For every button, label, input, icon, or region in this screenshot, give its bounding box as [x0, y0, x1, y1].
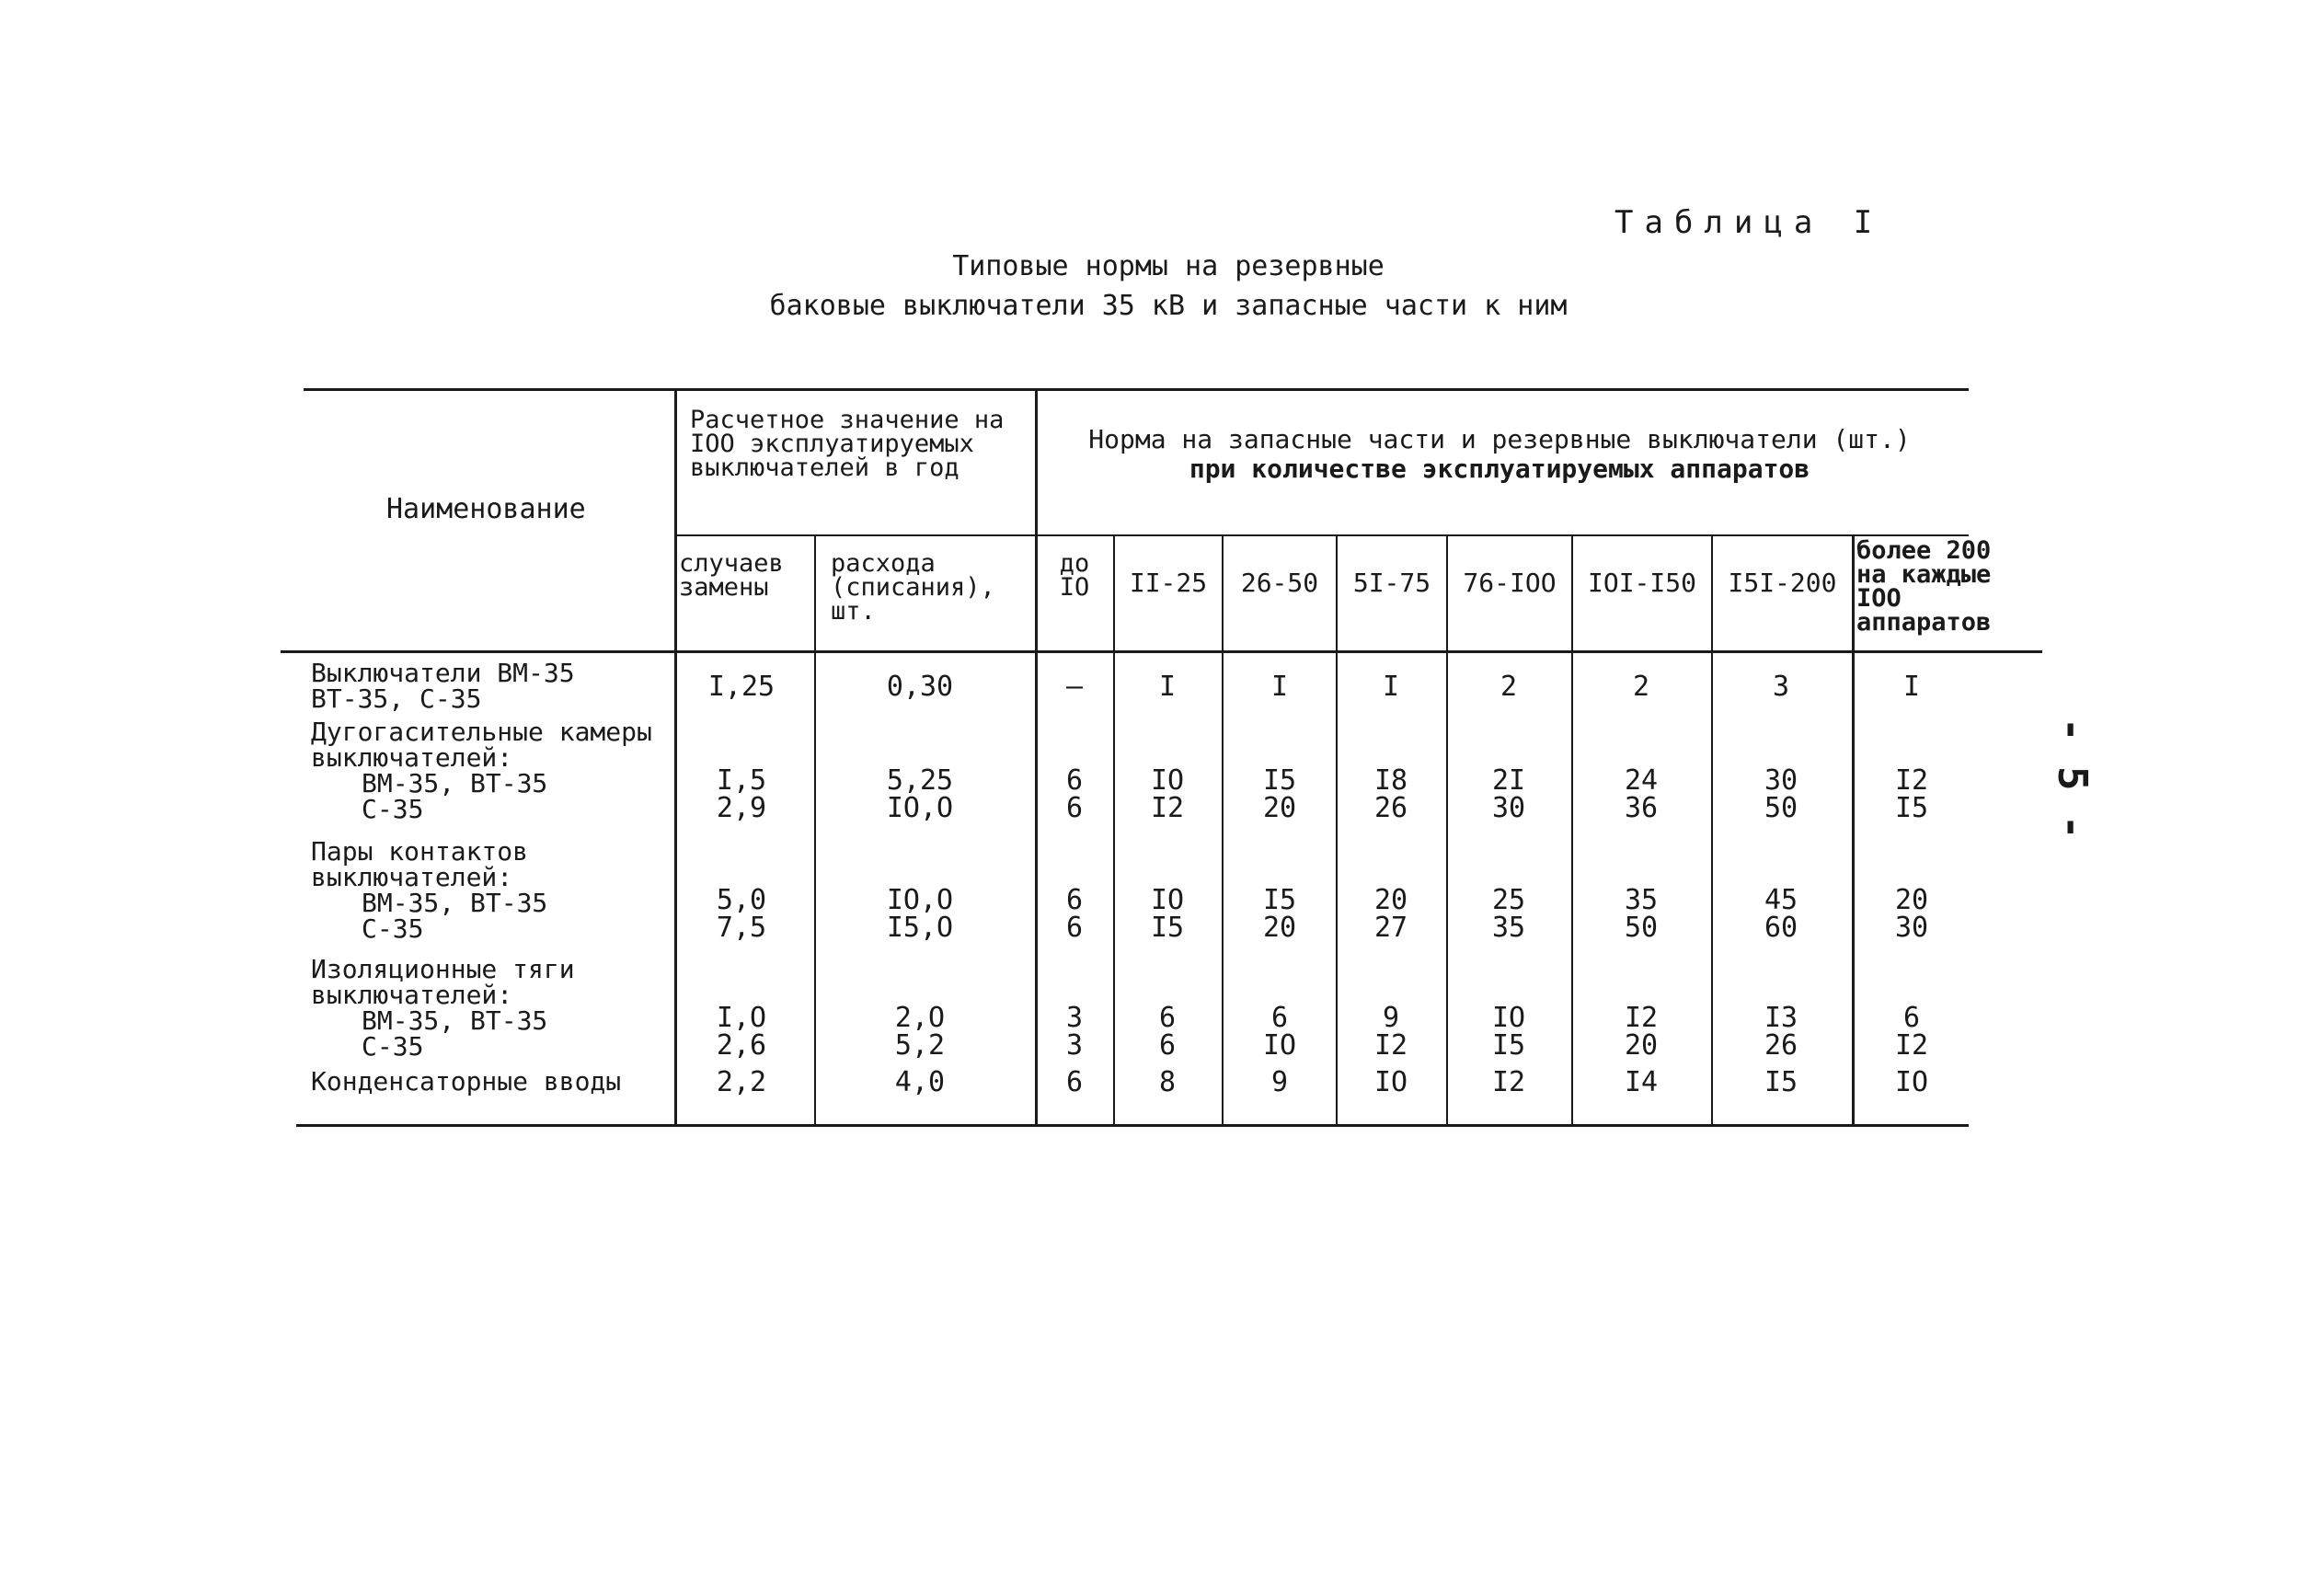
cell-value: I5,O: [886, 912, 954, 944]
cell-value: IO: [1491, 1002, 1526, 1034]
row-name: [311, 836, 670, 944]
cell-value: I3: [1764, 1002, 1798, 1034]
norm-value: [1591, 673, 1692, 701]
rule-header-bottom: [281, 650, 2042, 653]
header-calc-group: Расчетное значение на IOO эксплуатируемых выключателей в год: [690, 406, 1005, 482]
cell-value: 5,25: [886, 764, 954, 797]
cell-value: I5: [1491, 1029, 1526, 1062]
cell-value: I5: [1262, 764, 1297, 797]
cell-value: 35: [1624, 884, 1659, 916]
row-name-line: Дугогасительные камеры: [311, 717, 652, 747]
norm-value: [1861, 1002, 1962, 1062]
cell-value: 6: [1902, 1002, 1921, 1034]
cell-value: 4,0: [894, 1066, 946, 1098]
cell-value: 30: [1491, 792, 1526, 824]
header-norm-51-75: 5I-75: [1352, 568, 1431, 598]
cell-value: –: [1065, 671, 1084, 703]
row-name-line: ВТ-35, С-35: [311, 683, 482, 714]
row-name-line: С-35: [362, 913, 424, 944]
rule-subheader: [676, 534, 1969, 536]
cell-value: 6: [1158, 1002, 1177, 1034]
cell-value: 6: [1065, 1066, 1084, 1098]
row-name-line: С-35: [362, 794, 424, 824]
cell-value: 50: [1764, 792, 1798, 824]
header-name: Наименование: [386, 493, 586, 525]
row-name-line: выключателей:: [311, 980, 513, 1010]
cell-value: 2: [1499, 671, 1518, 703]
cell-value: I: [1382, 671, 1400, 703]
cell-value: I2: [1894, 1029, 1929, 1062]
row-name-line: выключателей:: [311, 862, 513, 892]
norm-value: [1730, 673, 1832, 701]
norm-value: [1229, 1002, 1330, 1062]
cell-value: 50: [1624, 912, 1659, 944]
replacements-value: [677, 673, 806, 701]
norm-value: [1340, 884, 1442, 944]
cell-value: I,25: [707, 671, 776, 703]
cell-value: 3: [1065, 1002, 1084, 1034]
norm-value: [1229, 764, 1330, 824]
rule-bottom: [296, 1124, 1969, 1127]
row-name: [311, 1066, 670, 1097]
cell-value: 6: [1065, 912, 1084, 944]
cell-value: 3: [1772, 671, 1790, 703]
cell-value: 9: [1270, 1066, 1289, 1098]
row-name-line: Пары контактов: [311, 836, 529, 867]
cell-value: I2: [1894, 764, 1929, 797]
norm-value: [1024, 884, 1125, 944]
cell-value: I,O: [716, 1002, 767, 1034]
table-title-line2: баковые выключатели 35 кВ и запасные части к ним: [769, 290, 1568, 322]
norm-value: [1730, 1066, 1832, 1098]
norm-value: [1861, 884, 1962, 944]
norm-value: [1024, 1002, 1125, 1062]
replacements-value: [677, 1066, 806, 1098]
cell-value: 6: [1270, 1002, 1289, 1034]
col-rule-5: [1222, 534, 1224, 1124]
cell-value: IO,O: [886, 792, 954, 824]
cell-value: IO: [1150, 764, 1185, 797]
header-norm-26-50: 26-50: [1240, 568, 1319, 598]
norm-value: [1861, 764, 1962, 824]
header-consumption: расхода (списания), шт.: [831, 549, 995, 626]
norm-value: [1458, 673, 1559, 701]
cell-value: 45: [1764, 884, 1798, 916]
cell-value: 60: [1764, 912, 1798, 944]
row-name-line: С-35: [362, 1031, 424, 1062]
cell-value: 7,5: [716, 912, 767, 944]
header-norm-76-100: 76-IOO: [1463, 568, 1557, 598]
cell-value: I: [1902, 671, 1921, 703]
consumption-value: [828, 1066, 1012, 1098]
header-norm-101-150: IOI-I50: [1587, 568, 1696, 598]
col-rule-7: [1446, 534, 1448, 1124]
cell-value: 3: [1065, 1029, 1084, 1062]
cell-value: 6: [1065, 884, 1084, 916]
cell-value: I5: [1150, 912, 1185, 944]
col-rule-8: [1571, 534, 1573, 1124]
cell-value: IO: [1262, 1029, 1297, 1062]
norm-value: [1861, 673, 1962, 701]
cell-value: 0,30: [886, 671, 954, 703]
cell-value: I: [1270, 671, 1289, 703]
header-norm-upto-10: до IO: [1059, 549, 1090, 602]
norm-value: [1117, 1066, 1218, 1098]
cell-value: 25: [1491, 884, 1526, 916]
cell-value: 20: [1262, 792, 1297, 824]
norm-value: [1458, 1002, 1559, 1062]
row-name: [311, 660, 670, 712]
cell-value: 2I: [1491, 764, 1526, 797]
cell-value: I2: [1150, 792, 1185, 824]
cell-value: 9: [1382, 1002, 1400, 1034]
consumption-value: [828, 673, 1012, 701]
consumption-value: [828, 764, 1012, 824]
row-name-line: Изоляционные тяги: [311, 954, 575, 984]
norm-value: [1730, 884, 1832, 944]
norm-value: [1591, 884, 1692, 944]
cell-value: 26: [1373, 792, 1408, 824]
col-rule-9: [1711, 534, 1713, 1124]
header-replacements: случаев замены: [679, 549, 784, 602]
norm-value: [1340, 1066, 1442, 1098]
cell-value: 20: [1624, 1029, 1659, 1062]
norm-value: [1117, 764, 1218, 824]
cell-value: 30: [1764, 764, 1798, 797]
header-norm-group-line2: при количестве эксплуатируемых аппаратов: [1189, 454, 1810, 484]
norm-value: [1861, 1066, 1962, 1098]
cell-value: 20: [1373, 884, 1408, 916]
cell-value: I4: [1624, 1066, 1659, 1098]
cell-value: 20: [1262, 912, 1297, 944]
header-norm-over-200: более 200 на каждые IOO аппаратов: [1856, 536, 1992, 637]
norm-value: [1229, 673, 1330, 701]
cell-value: I,5: [716, 764, 767, 797]
table-label: Таблица I: [1614, 204, 1884, 241]
header-norm-151-200: I5I-200: [1728, 568, 1837, 598]
cell-value: I2: [1491, 1066, 1526, 1098]
norm-value: [1730, 1002, 1832, 1062]
norm-value: [1340, 1002, 1442, 1062]
norm-value: [1591, 764, 1692, 824]
cell-value: 36: [1624, 792, 1659, 824]
cell-value: 6: [1065, 792, 1084, 824]
norm-value: [1117, 673, 1218, 701]
consumption-value: [828, 1002, 1012, 1062]
cell-value: 5,0: [716, 884, 767, 916]
cell-value: 27: [1373, 912, 1408, 944]
norm-value: [1024, 1066, 1125, 1098]
row-name: [311, 719, 670, 822]
norm-value: [1024, 673, 1125, 701]
cell-value: IO: [1894, 1066, 1929, 1098]
norm-value: [1458, 1066, 1559, 1098]
row-name-line: ВМ-35, ВТ-35: [362, 888, 548, 918]
cell-value: I5: [1764, 1066, 1798, 1098]
col-rule-2: [814, 534, 816, 1124]
replacements-value: [677, 884, 806, 944]
header-norm-group-line1: Норма на запасные части и резервные выключатели (шт.): [1088, 424, 1911, 454]
cell-value: IO,O: [886, 884, 954, 916]
cell-value: 6: [1065, 764, 1084, 797]
cell-value: 2,O: [894, 1002, 946, 1034]
cell-value: 35: [1491, 912, 1526, 944]
consumption-value: [828, 884, 1012, 944]
cell-value: 6: [1158, 1029, 1177, 1062]
norm-value: [1458, 884, 1559, 944]
norm-value: [1730, 764, 1832, 824]
cell-value: 24: [1624, 764, 1659, 797]
cell-value: 8: [1158, 1066, 1177, 1098]
row-name-line: Конденсаторные вводы: [311, 1066, 622, 1097]
norm-value: [1591, 1066, 1692, 1098]
cell-value: IO: [1373, 1066, 1408, 1098]
norm-value: [1340, 764, 1442, 824]
header-norm-11-25: II-25: [1129, 568, 1208, 598]
norm-value: [1117, 884, 1218, 944]
cell-value: 30: [1894, 912, 1929, 944]
cell-value: IO: [1150, 884, 1185, 916]
row-name-line: выключателей:: [311, 742, 513, 773]
cell-value: 26: [1764, 1029, 1798, 1062]
table-title-line1: Типовые нормы на резервные: [952, 250, 1385, 282]
cell-value: I: [1158, 671, 1177, 703]
norm-value: [1024, 764, 1125, 824]
cell-value: I5: [1262, 884, 1297, 916]
cell-value: I2: [1373, 1029, 1408, 1062]
cell-value: 2,9: [716, 792, 767, 824]
norm-value: [1458, 764, 1559, 824]
norm-value: [1229, 1066, 1330, 1098]
cell-value: 2,2: [716, 1066, 767, 1098]
cell-value: 20: [1894, 884, 1929, 916]
cell-value: I5: [1894, 792, 1929, 824]
cell-value: I2: [1624, 1002, 1659, 1034]
row-name-line: ВМ-35, ВТ-35: [362, 768, 548, 798]
replacements-value: [677, 764, 806, 824]
row-name-line: Выключатели ВМ-35: [311, 658, 575, 688]
cell-value: I8: [1373, 764, 1408, 797]
row-name-line: ВМ-35, ВТ-35: [362, 1005, 548, 1036]
norm-value: [1591, 1002, 1692, 1062]
rule-top: [304, 388, 1969, 391]
cell-value: 2: [1632, 671, 1650, 703]
replacements-value: [677, 1002, 806, 1062]
cell-value: 5,2: [894, 1029, 946, 1062]
col-rule-6: [1336, 534, 1338, 1124]
norm-value: [1340, 673, 1442, 701]
page-number: - 5 -: [2049, 718, 2096, 840]
norm-value: [1229, 884, 1330, 944]
row-name: [311, 954, 670, 1062]
norm-value: [1117, 1002, 1218, 1062]
cell-value: 2,6: [716, 1029, 767, 1062]
col-rule-10: [1852, 534, 1855, 1124]
